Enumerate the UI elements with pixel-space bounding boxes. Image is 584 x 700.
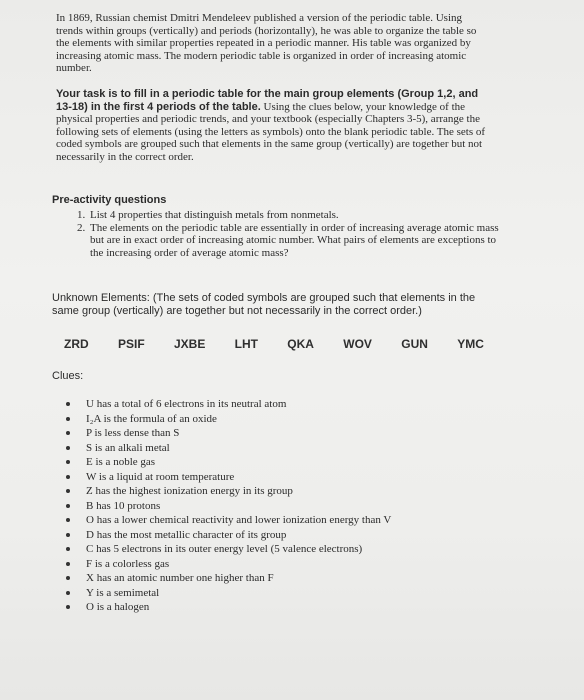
task-paragraph bbox=[56, 88, 486, 164]
clue-item: B has 10 protons bbox=[66, 499, 486, 514]
clue-item: O has a lower chemical reactivity and lower ionization energy than V bbox=[66, 513, 486, 528]
task-text: Using the clues below, your knowledge of the physical properties and periodic trends, and your textbook (especially Chapters 3-5), arrange the following sets of elements (using the letters as symbols) onto the blank periodic table. The sets of coded symbols are grouped such that elements in the same group (vertically) are together but not necessarily in the correct order. bbox=[56, 100, 486, 163]
pre-activity-list bbox=[52, 209, 508, 259]
clue-item: O is a halogen bbox=[66, 600, 486, 615]
clue-item: P is less dense than S bbox=[66, 426, 486, 441]
code-set: ZRD bbox=[64, 337, 89, 351]
intro-paragraph: In 1869, Russian chemist Dmitri Mendeleev published a version of the periodic table. Using trends within groups (vertically) and periods (horizontally), he was able to organize the table so the elements with similar properties repeated in a periodic manner. His table was organized by increasing atomic mass. The modern periodic table is organized in order of increasing atomic number. bbox=[56, 12, 477, 75]
clue-item: Y is a semimetal bbox=[66, 586, 486, 601]
clue-item: I₂A is the formula of an oxide bbox=[66, 412, 486, 427]
clues-list bbox=[66, 397, 486, 615]
clue-item: U has a total of 6 electrons in its neutral atom bbox=[66, 397, 486, 412]
clue-item: S is an alkali metal bbox=[66, 441, 486, 456]
pre-activity-question: 2. The elements on the periodic table are essentially in order of increasing average atomic mass but are in exact order of increasing atomic number. What pairs of elements are exceptions to the increasing order of average atomic mass? bbox=[88, 222, 508, 260]
clue-item: Z has the highest ionization energy in its group bbox=[66, 484, 486, 499]
code-set: LHT bbox=[234, 337, 258, 351]
clue-item: D has the most metallic character of its group bbox=[66, 528, 486, 543]
code-set: YMC bbox=[457, 337, 484, 351]
clue-item: E is a noble gas bbox=[66, 455, 486, 470]
clue-item: F is a colorless gas bbox=[66, 557, 486, 572]
code-set: PSIF bbox=[117, 337, 145, 351]
code-set: QKA bbox=[287, 337, 314, 351]
unknown-elements-text: Unknown Elements: (The sets of coded symbols are grouped such that elements in the same group (vertically) are together but not necessarily in the correct order.) bbox=[52, 292, 476, 317]
clue-item: X has an atomic number one higher than F bbox=[66, 571, 486, 586]
pre-activity-question: 1. List 4 properties that distinguish metals from nonmetals. bbox=[88, 209, 508, 222]
pre-activity-title: Pre-activity questions bbox=[52, 194, 167, 206]
code-set: GUN bbox=[401, 337, 428, 351]
clue-item: W is a liquid at room temperature bbox=[66, 470, 486, 485]
coded-symbol-sets bbox=[64, 337, 484, 351]
task-bold-text: Your task is to fill in a periodic table for the main group elements (Group 1,2, and 13-18) in the first 4 periods of the table. bbox=[56, 88, 479, 113]
clue-item: C has 5 electrons in its outer energy level (5 valence electrons) bbox=[66, 542, 486, 557]
code-set: JXBE bbox=[173, 337, 206, 351]
code-set: WOV bbox=[343, 337, 372, 351]
clues-label: Clues: bbox=[52, 370, 84, 382]
